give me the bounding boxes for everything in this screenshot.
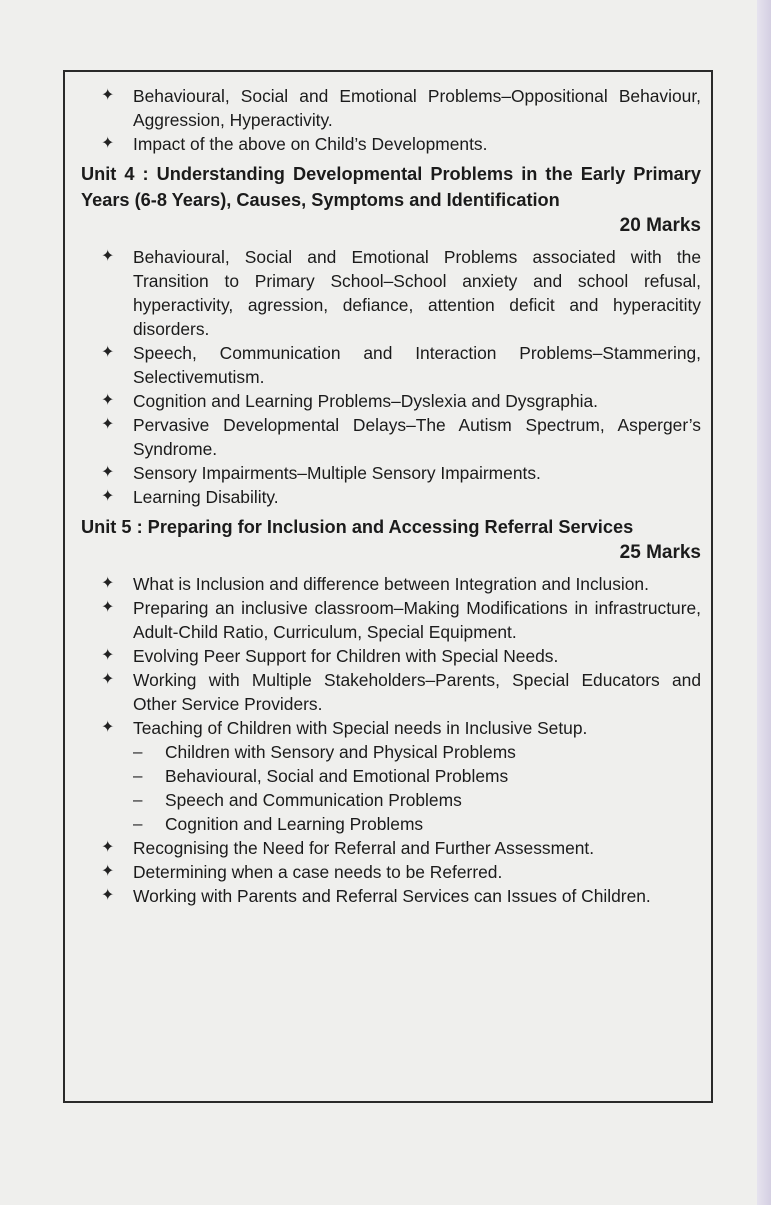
dash-icon: –: [133, 790, 143, 809]
list-item: ✦ Preparing an inclusive classroom–Making Modifications in infrastructure, Adult-Child Ratio, Curriculum, Special Equipment.: [101, 598, 701, 642]
sub-list-item: – Children with Sensory and Physical Problems: [133, 742, 516, 762]
list-item: ✦ Behavioural, Social and Emotional Problems associated with the Transition to Primary School–School anxiety and school refusal, hyperactivity, agression, defiance, attention deficit and hyperacitity disorders.: [101, 247, 701, 339]
bullet-icon: ✦: [101, 248, 115, 265]
sub-list-item: – Speech and Communication Problems: [133, 790, 462, 810]
list-item: ✦ Sensory Impairments–Multiple Sensory Impairments.: [101, 463, 541, 483]
bullet-icon: ✦: [101, 719, 115, 736]
bullet-icon: ✦: [101, 647, 115, 664]
list-item: ✦ Cognition and Learning Problems–Dyslexia and Dysgraphia.: [101, 391, 598, 411]
unit-4-heading: Unit 4 : Understanding Developmental Problems in the Early Primary Years (6-8 Years), Causes, Symptoms and Identification: [81, 164, 701, 210]
bullet-icon: ✦: [101, 863, 115, 880]
bullet-icon: ✦: [101, 671, 115, 688]
list-item: ✦ Speech, Communication and Interaction Problems–Stammering, Selectivemutism.: [101, 343, 701, 387]
unit-5-marks: 25 Marks: [619, 542, 701, 563]
list-item: ✦ Learning Disability.: [101, 487, 279, 507]
bullet-icon: ✦: [101, 839, 115, 856]
list-item: ✦ Working with Multiple Stakeholders–Parents, Special Educators and Other Service Providers.: [101, 670, 701, 714]
bullet-icon: ✦: [101, 392, 115, 409]
bullet-icon: ✦: [101, 464, 115, 481]
list-item: ✦ Behavioural, Social and Emotional Problems–Oppositional Behaviour, Aggression, Hyperactivity.: [101, 86, 701, 130]
sub-list-item: – Behavioural, Social and Emotional Problems: [133, 766, 509, 786]
bullet-icon: ✦: [101, 575, 115, 592]
unit-5-heading: Unit 5 : Preparing for Inclusion and Accessing Referral Services: [81, 517, 634, 537]
list-item: ✦ Recognising the Need for Referral and Further Assessment.: [101, 838, 595, 858]
bullet-icon: ✦: [101, 87, 115, 104]
bullet-icon: ✦: [101, 135, 115, 152]
dash-icon: –: [133, 766, 143, 785]
bullet-icon: ✦: [101, 887, 115, 904]
list-item: ✦ What is Inclusion and difference between Integration and Inclusion.: [101, 574, 649, 594]
sub-list-item: – Cognition and Learning Problems: [133, 814, 424, 834]
bullet-icon: ✦: [101, 488, 115, 505]
list-item: ✦ Impact of the above on Child’s Developments.: [101, 134, 488, 154]
unit-5-list: [81, 572, 701, 908]
bullet-icon: ✦: [101, 416, 115, 433]
bullet-icon: ✦: [101, 599, 115, 616]
dash-icon: –: [133, 814, 143, 833]
dash-icon: –: [133, 742, 143, 761]
list-item: ✦ Pervasive Developmental Delays–The Autism Spectrum, Asperger’s Syndrome.: [101, 415, 701, 459]
bullet-icon: ✦: [101, 344, 115, 361]
list-item: ✦ Determining when a case needs to be Referred.: [101, 862, 503, 882]
syllabus-box: [63, 70, 713, 1103]
list-item: ✦ Working with Parents and Referral Services can Issues of Children.: [101, 886, 651, 906]
unit-4-marks: 20 Marks: [619, 215, 701, 236]
page-edge: [757, 0, 771, 1205]
unit-4-list: [81, 245, 701, 509]
top-list: [81, 84, 701, 156]
list-item: ✦ Evolving Peer Support for Children with Special Needs.: [101, 646, 559, 666]
list-item: ✦ Teaching of Children with Special needs in Inclusive Setup.: [101, 718, 588, 738]
